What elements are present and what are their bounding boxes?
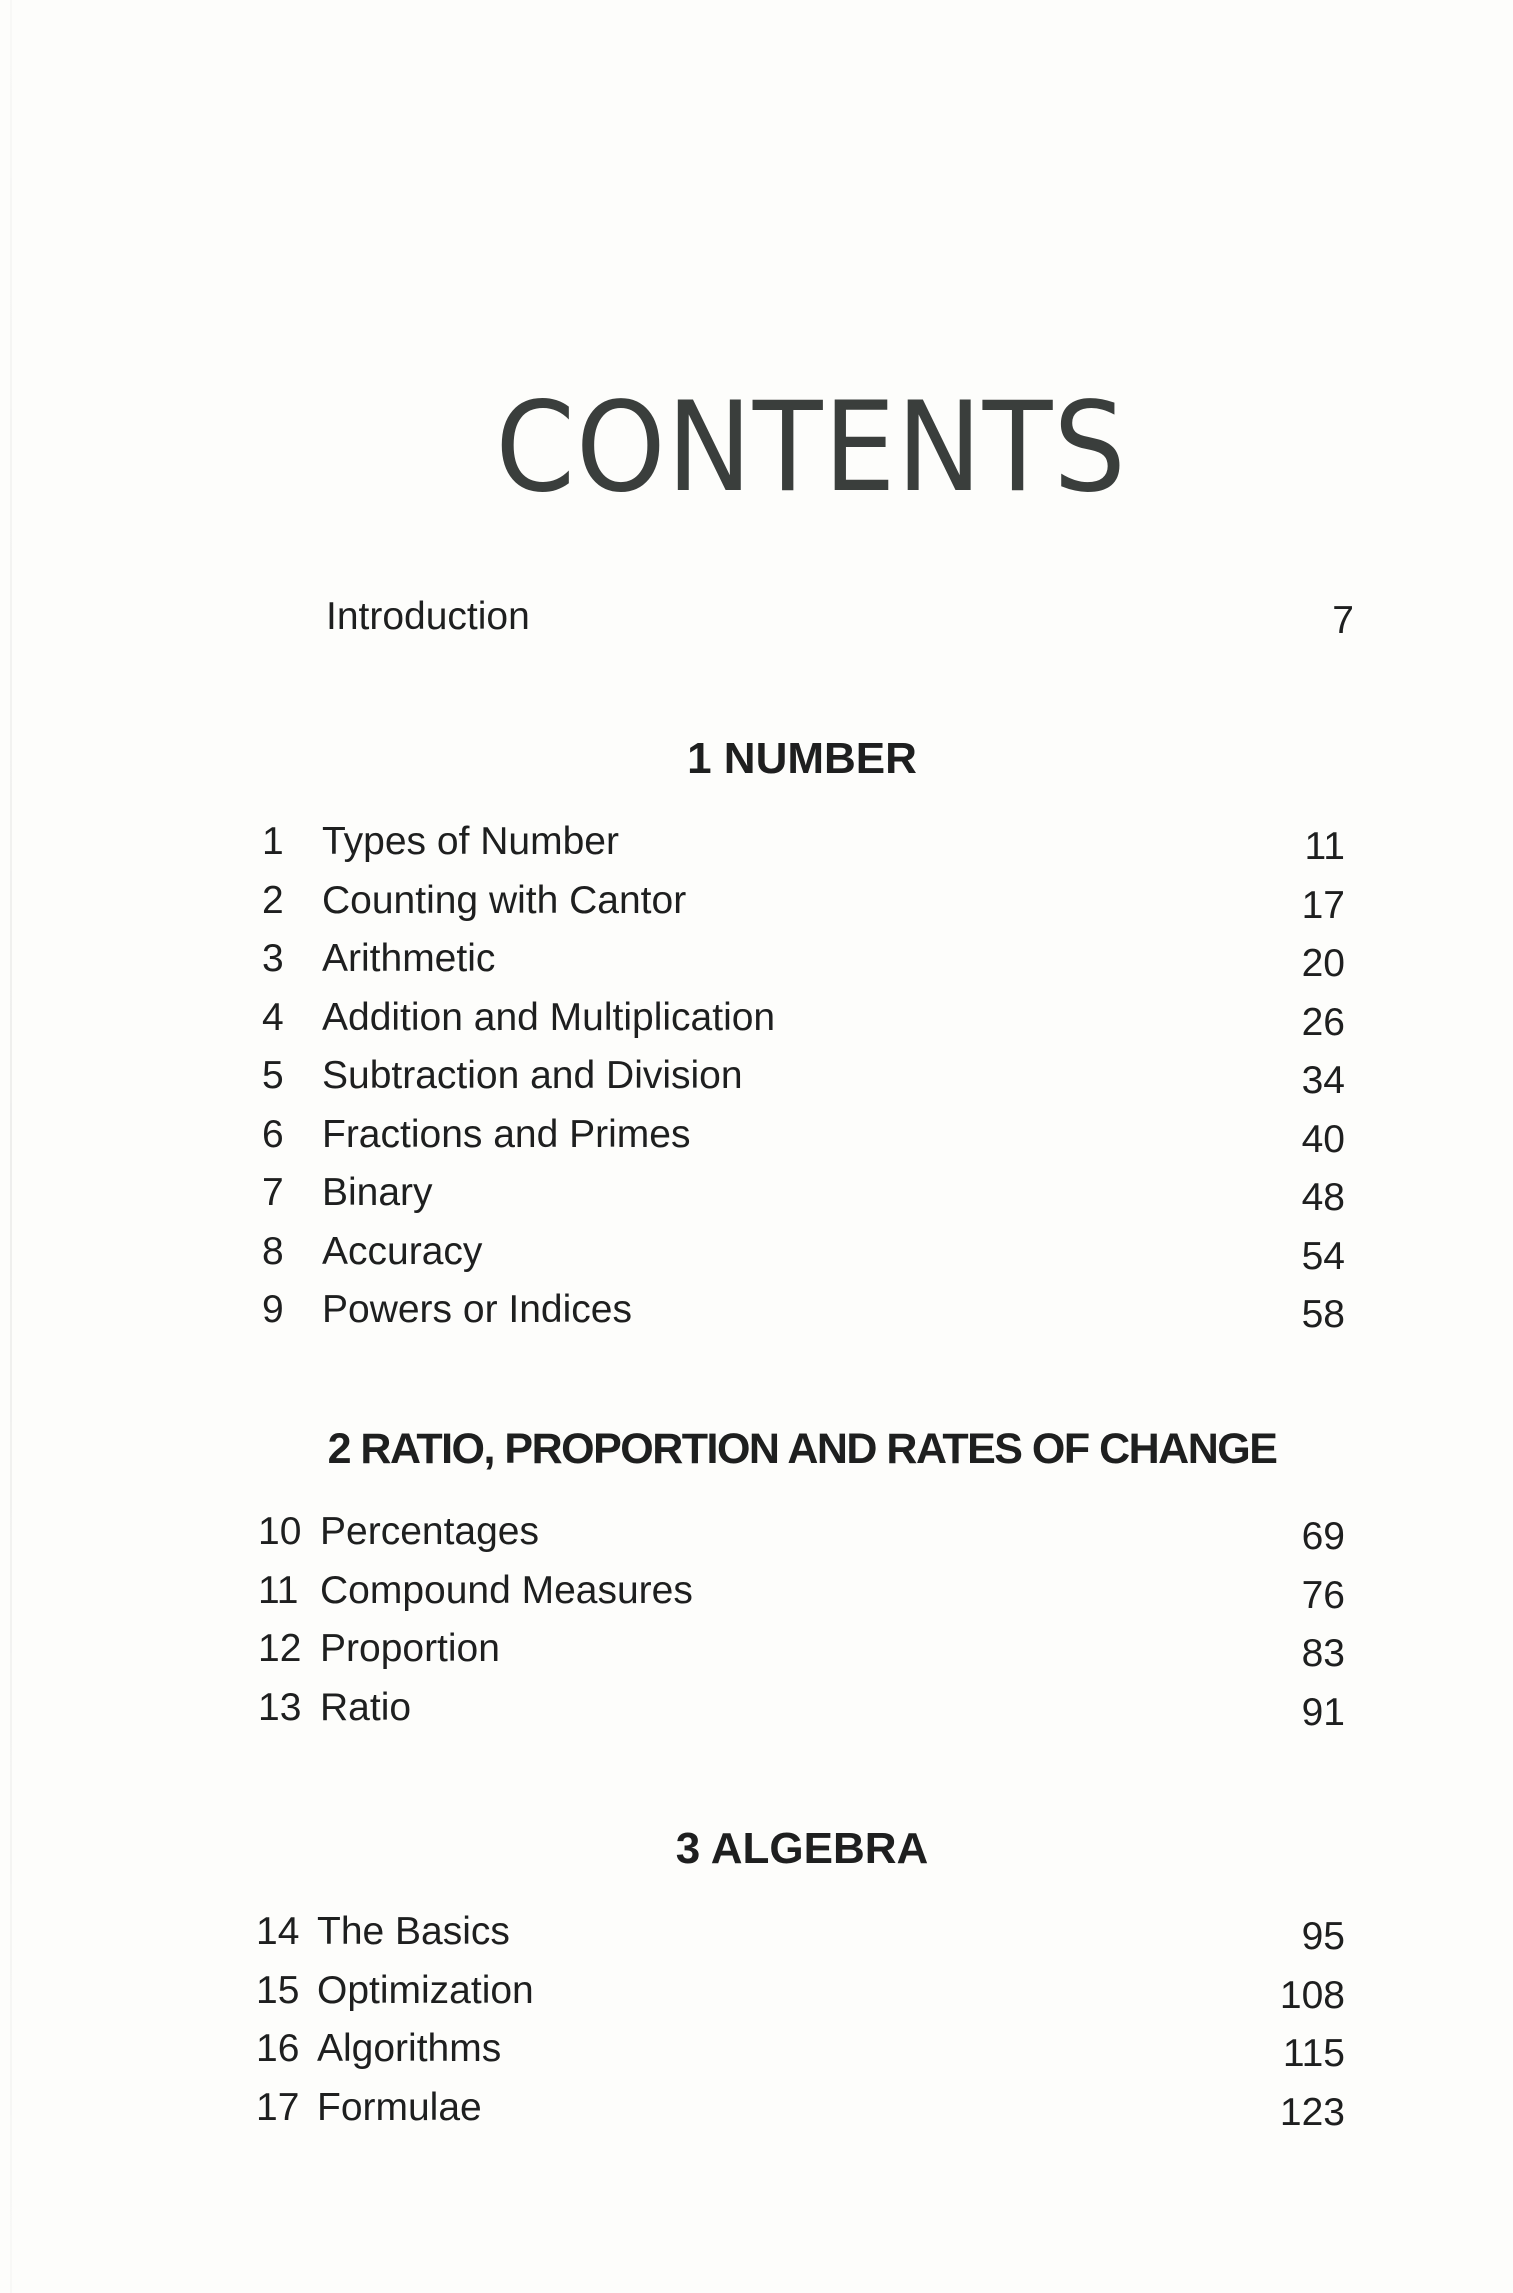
chapter-title: Powers or Indices [322, 1288, 632, 1331]
chapter-number: 12 [258, 1627, 302, 1670]
entry-title: Introduction [326, 595, 530, 638]
chapter-page-number: 58 [1301, 1293, 1345, 1336]
chapter-page-number: 91 [1301, 1690, 1345, 1734]
toc-entry[interactable] [0, 1507, 1513, 1566]
page-title: CONTENTS [495, 376, 1127, 520]
chapter-page-number: 11 [1304, 825, 1345, 868]
chapter-number: 6 [262, 1112, 284, 1156]
section-heading-number: 1 NUMBER [687, 734, 917, 783]
toc-entry[interactable] [0, 1683, 1513, 1742]
chapter-title: Types of Number [322, 820, 619, 863]
chapter-number: 9 [262, 1288, 284, 1331]
chapter-number: 13 [258, 1685, 302, 1729]
toc-entry[interactable] [0, 1624, 1513, 1683]
chapter-page-number: 48 [1301, 1176, 1345, 1219]
toc-entry[interactable] [0, 876, 1513, 935]
toc-entry[interactable] [0, 1110, 1513, 1169]
chapter-page-number: 17 [1301, 883, 1345, 927]
toc-entry[interactable] [0, 817, 1513, 876]
toc-entry[interactable] [0, 1907, 1513, 1966]
toc-entry[interactable] [0, 2083, 1513, 2142]
chapter-page-number: 108 [1279, 1973, 1345, 2017]
chapter-number: 14 [256, 1910, 300, 1953]
chapter-number: 8 [262, 1229, 284, 1273]
chapter-page-number: 83 [1301, 1632, 1345, 1675]
chapter-page-number: 95 [1301, 1915, 1345, 1958]
chapter-title: Algorithms [317, 2027, 502, 2070]
toc-entry[interactable] [0, 1227, 1513, 1286]
chapter-number: 4 [262, 995, 284, 1039]
toc-entry[interactable] [0, 1566, 1513, 1625]
section-heading-ratio: 2 RATIO, PROPORTION AND RATES OF CHANGE [327, 1425, 1277, 1473]
chapter-number: 7 [262, 1171, 284, 1214]
chapter-page-number: 54 [1301, 1234, 1345, 1278]
chapter-number: 15 [256, 1968, 300, 2012]
toc-list-section-2 [0, 1507, 1513, 1741]
chapter-title: Arithmetic [322, 937, 496, 980]
toc-list-section-1 [0, 817, 1513, 1344]
chapter-number: 3 [262, 937, 284, 980]
chapter-title: Addition and Multiplication [322, 995, 776, 1039]
chapter-page-number: 26 [1301, 1000, 1345, 1044]
chapter-page-number: 69 [1301, 1515, 1345, 1558]
chapter-number: 10 [258, 1510, 302, 1553]
chapter-title: Optimization [317, 1968, 534, 2012]
chapter-number: 17 [256, 2085, 300, 2129]
chapter-title: Subtraction and Division [322, 1054, 743, 1097]
toc-entry[interactable] [0, 1285, 1513, 1344]
chapter-title: Formulae [317, 2085, 482, 2129]
toc-entry[interactable] [0, 993, 1513, 1052]
chapter-title: Compound Measures [320, 1568, 693, 1612]
chapter-number: 11 [258, 1568, 299, 1612]
chapter-title: The Basics [317, 1910, 510, 1953]
chapter-title: Counting with Cantor [322, 878, 687, 922]
toc-entry[interactable] [0, 2024, 1513, 2083]
chapter-title: Ratio [320, 1685, 412, 1729]
chapter-title: Accuracy [322, 1229, 483, 1273]
chapter-page-number: 76 [1301, 1573, 1345, 1617]
chapter-page-number: 20 [1301, 942, 1345, 985]
entry-page-number: 7 [1332, 599, 1354, 642]
chapter-title: Proportion [320, 1627, 500, 1670]
chapter-page-number: 123 [1279, 2090, 1345, 2134]
section-heading-algebra: 3 ALGEBRA [675, 1824, 929, 1873]
chapter-number: 5 [262, 1054, 284, 1097]
chapter-page-number: 34 [1301, 1059, 1345, 1102]
chapter-page-number: 115 [1282, 2032, 1345, 2075]
chapter-number: 16 [256, 2027, 300, 2070]
chapter-page-number: 40 [1301, 1117, 1345, 1161]
chapter-title: Binary [322, 1171, 433, 1214]
toc-entry[interactable] [0, 1966, 1513, 2025]
toc-list-section-3 [0, 1907, 1513, 2141]
chapter-title: Fractions and Primes [322, 1112, 691, 1156]
toc-entry[interactable] [0, 1168, 1513, 1227]
toc-entry-introduction[interactable] [326, 592, 1354, 642]
chapter-title: Percentages [320, 1510, 539, 1553]
toc-entry[interactable] [0, 934, 1513, 993]
chapter-number: 2 [262, 878, 284, 922]
toc-entry[interactable] [0, 1051, 1513, 1110]
chapter-number: 1 [262, 820, 284, 863]
